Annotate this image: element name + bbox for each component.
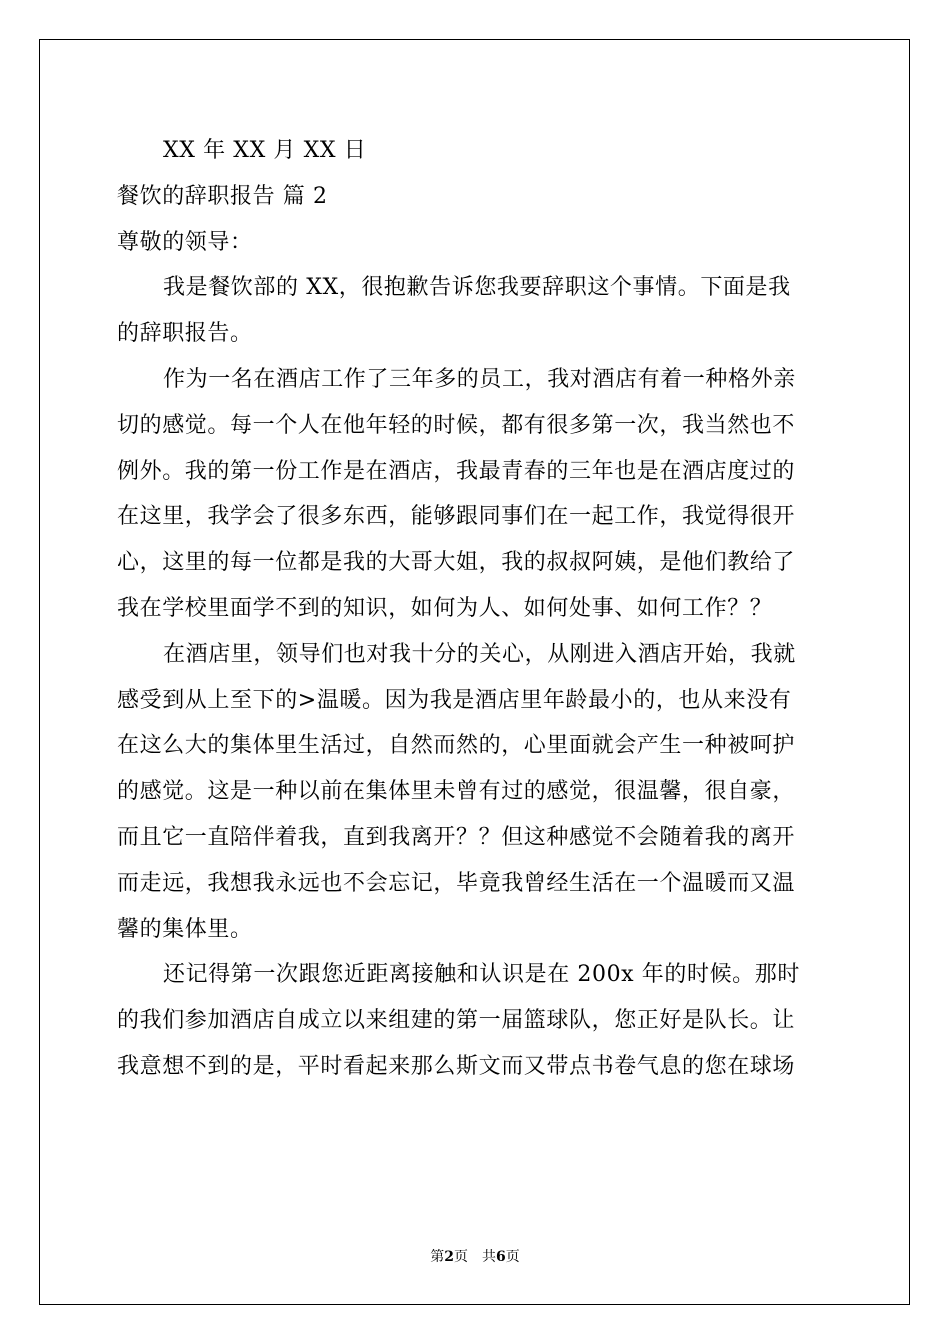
document-body xyxy=(117,128,837,1090)
text-line: 的感觉。这是一种以前在集体里未曾有过的感觉，很温馨，很自豪， xyxy=(117,779,796,805)
text-line: 在这么大的集体里生活过，自然而然的，心里面就会产生一种被呵护 xyxy=(117,733,796,759)
text-line: 尊敬的领导： xyxy=(117,229,253,255)
text-line: 切的感觉。每一个人在他年轻的时候，都有很多第一次，我当然也不 xyxy=(117,412,796,438)
text-line: 作为一名在酒店工作了三年多的员工，我对酒店有着一种格外亲 xyxy=(163,366,796,392)
text-line: 例外。我的第一份工作是在酒店，我最青春的三年也是在酒店度过的 xyxy=(117,458,796,484)
text-line: 而走远，我想我永远也不会忘记，毕竟我曾经生活在一个温暖而又温 xyxy=(117,870,796,896)
total-page-number: 6 xyxy=(496,1249,506,1265)
footer-suffix: 页 xyxy=(505,1249,520,1265)
text-line: 我是餐饮部的 XX，很抱歉告诉您我要辞职这个事情。下面是我 xyxy=(163,275,791,301)
text-line: 感受到从上至下的>温暖。因为我是酒店里年龄最小的，也从来没有 xyxy=(117,687,792,713)
text-line: 馨的集体里。 xyxy=(117,916,253,942)
text-line: 的我们参加酒店自成立以来组建的第一届篮球队，您正好是队长。让 xyxy=(117,1008,796,1034)
text-line: 心，这里的每一位都是我的大哥大姐，我的叔叔阿姨，是他们教给了 xyxy=(117,550,796,576)
text-line: 而且它一直陪伴着我，直到我离开？？但这种感觉不会随着我的离开 xyxy=(117,824,796,850)
text-line: 还记得第一次跟您近距离接触和认识是在 200x 年的时候。那时 xyxy=(163,962,800,988)
text-line: 我在学校里面学不到的知识，如何为人、如何处事、如何工作？？ xyxy=(117,595,773,621)
text-line: 餐饮的辞职报告 篇 2 xyxy=(117,183,328,209)
text-line: 在酒店里，领导们也对我十分的关心，从刚进入酒店开始，我就 xyxy=(163,641,796,667)
text-line: 我意想不到的是，平时看起来那么斯文而又带点书卷气息的您在球场 xyxy=(117,1053,796,1079)
text-line: 在这里，我学会了很多东西，能够跟同事们在一起工作，我觉得很开 xyxy=(117,504,796,530)
page-footer xyxy=(0,1248,950,1266)
current-page-number: 2 xyxy=(444,1249,454,1265)
text-line: 的辞职报告。 xyxy=(117,321,253,347)
footer-mid: 页 共 xyxy=(454,1249,496,1265)
footer-prefix: 第 xyxy=(430,1249,445,1265)
text-line: XX 年 XX 月 XX 日 xyxy=(163,138,367,163)
